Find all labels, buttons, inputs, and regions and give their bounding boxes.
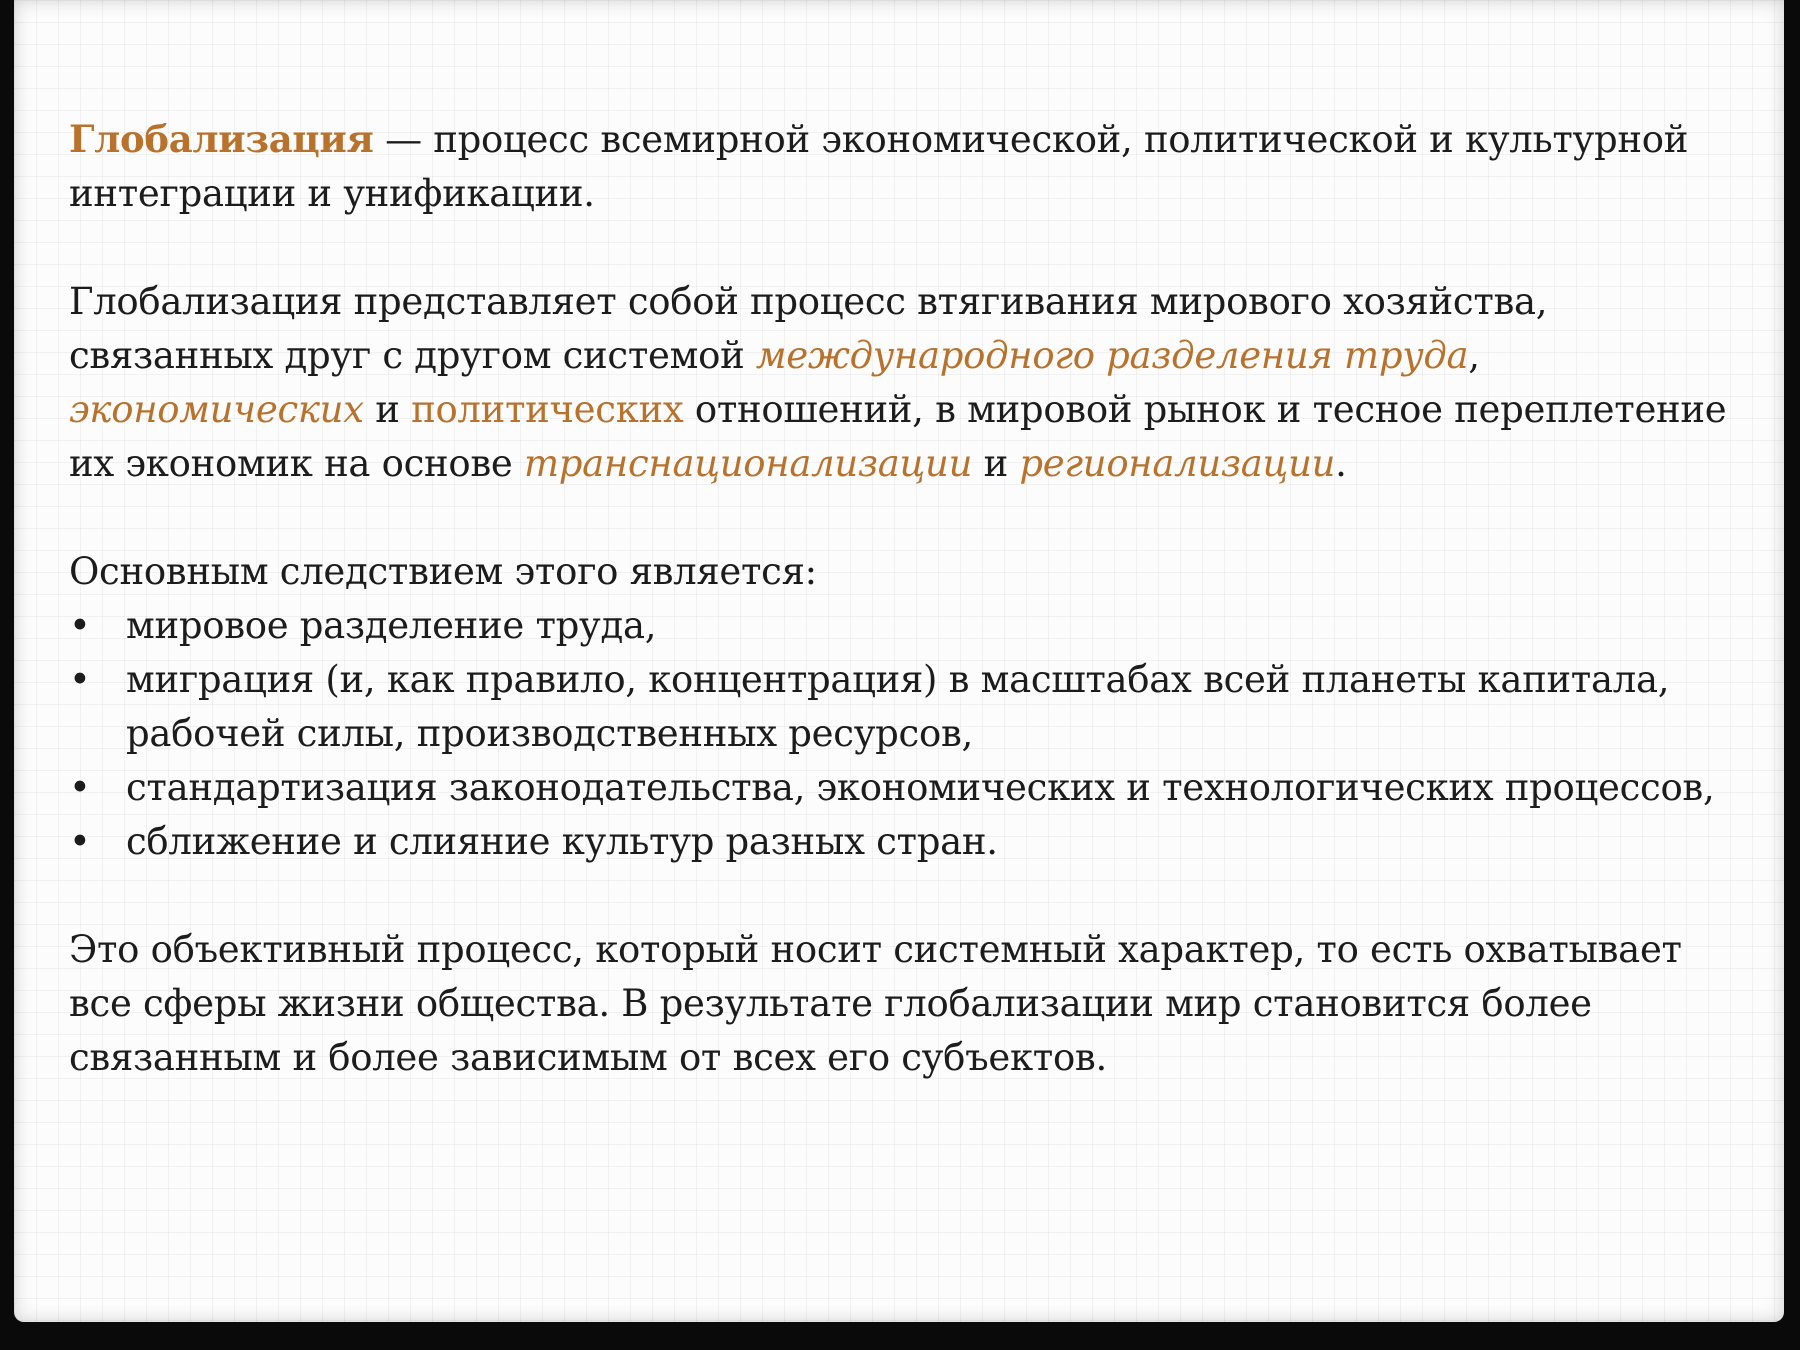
list-item-text: миграция (и, как правило, концентрация) в масштабах всей планеты капитала, рабочей силы, производственных ресурсов, [126,658,1670,755]
link-economic[interactable]: экономических [69,388,364,431]
description-paragraph [69,275,1729,491]
list-item [69,815,1729,869]
link-transnationalization[interactable]: транснационализации [523,442,973,485]
slide-content [69,112,1729,1085]
list-item [69,653,1729,761]
link-regionalization[interactable]: регионализации [1019,442,1336,485]
description-text-3: и [363,388,412,431]
bullet-icon: • [69,604,91,647]
list-item-text: мировое разделение труда, [126,604,657,647]
list-item-text: сближение и слияние культур разных стран. [126,820,998,863]
consequences-list [69,599,1729,869]
spacer [69,869,1729,923]
consequences-intro: Основным следствием этого является: [69,550,817,593]
definition-paragraph [69,112,1729,221]
list-item-text: стандартизация законодательства, экономических и технологических процессов, [126,766,1715,809]
definition-term: Глобализация [69,117,374,161]
list-item [69,599,1729,653]
description-text-4: отношений, в мировой рынок и тесное переплетение их экономик на основе [69,388,1727,485]
bullet-icon: • [69,658,91,701]
description-text-6: . [1335,442,1347,485]
description-text-1: Глобализация представляет собой процесс втягивания мирового хозяйства, связанных друг с другом системой [69,280,1548,377]
link-political[interactable]: политических [411,388,684,431]
bullet-icon: • [69,820,91,863]
description-text-5: и [972,442,1020,485]
spacer [69,491,1729,545]
list-item [69,761,1729,815]
description-text-2: , [1468,334,1480,377]
definition-text: — процесс всемирной экономической, политической и культурной интеграции и унификации. [69,118,1689,215]
spacer [69,221,1729,275]
bullet-icon: • [69,766,91,809]
link-international-division-of-labor[interactable]: международного разделения труда [755,334,1469,377]
slide-page [14,0,1784,1322]
conclusion-paragraph: Это объективный процесс, который носит системный характер, то есть охватывает все сферы жизни общества. В результате глобализации мир становится более связанным и более зависимым от всех его субъектов. [69,928,1682,1079]
